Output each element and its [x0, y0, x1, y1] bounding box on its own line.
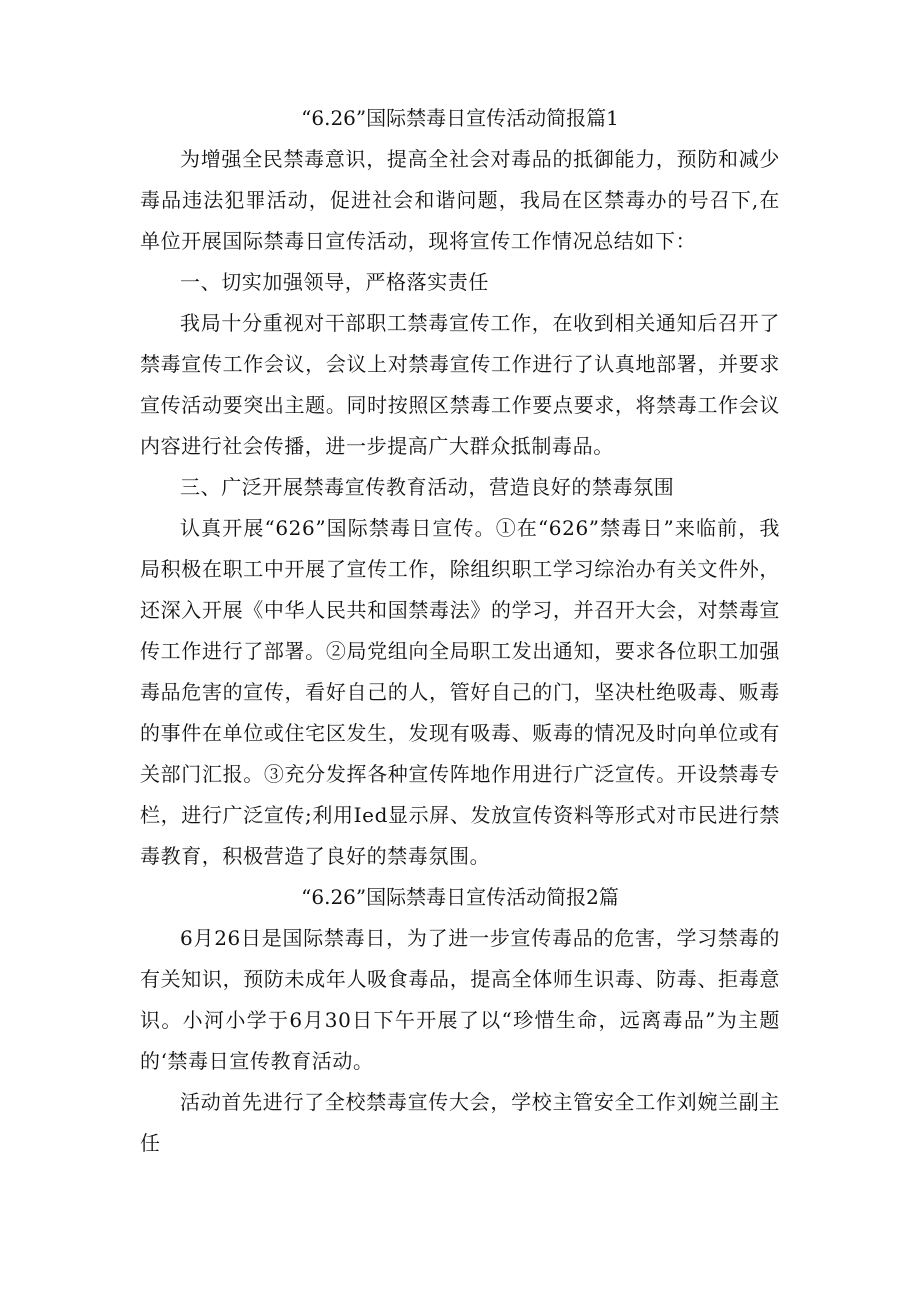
paragraph-intro: 为增强全民禁毒意识，提高全社会对毒品的抵御能力，预防和减少毒品违法犯罪活动，促进社会和谐问题，我局在区禁毒办的号召下,在单位开展国际禁毒日宣传活动，现将宣传工作情况总结如下： — [140, 147, 780, 253]
section-heading-1: 一、切实加强领导，严格落实责任 — [180, 270, 489, 294]
document-title-2: “6.26”国际禁毒日宣传活动简报2篇 — [301, 885, 619, 909]
paragraph-leadership: 我局十分重视对干部职工禁毒宣传工作，在收到相关通知后召开了禁毒宣传工作会议，会议上对禁毒宣传工作进行了认真地部署，并要求宣传活动要突出主题。同时按照区禁毒工作要点要求，将禁毒工作会议内容进行社会传播，进一步提高广大群众抵制毒品。 — [140, 311, 780, 458]
paragraph-assembly: 活动首先进行了全校禁毒宣传大会，学校主管安全工作刘婉兰副主任 — [140, 1090, 780, 1155]
paragraph-activities: 认真开展“626”国际禁毒日宣传。①在“626”禁毒日”来临前，我局积极在职工中开展了宣传工作，除组织职工学习综治办有关文件外，还深入开展《中华人民共和国禁毒法》的学习，并召开大会，对禁毒宣传工作进行了部署。②局党组向全局职工发出通知，要求各位职工加强毒品危害的宣传，看好自己的人，管好自己的门，坚决杜绝吸毒、贩毒的事件在单位或住宅区发生，发现有吸毒、贩毒的情况及时向单位或有关部门汇报。③充分发挥各种宣传阵地作用进行广泛宣传。开设禁毒专栏，进行广泛宣传;利用Ied显示屏、发放宣传资料等形式对市民进行禁毒教育，积极营造了良好的禁毒氛围。 — [140, 516, 780, 868]
document-page — [140, 98, 780, 1164]
section-heading-3: 三、广泛开展禁毒宣传教育活动，营造良好的禁毒氛围 — [180, 475, 675, 499]
paragraph-school-event: 6月26日是国际禁毒日，为了进一步宣传毒品的危害，学习禁毒的有关知识，预防未成年人吸食毒品，提高全体师生识毒、防毒、拒毒意识。小河小学于6月30日下午开展了以“珍惜生命，远离毒品”为主题的‘禁毒日宣传教育活动。 — [140, 926, 780, 1073]
document-title-1: “6.26”国际禁毒日宣传活动简报篇1 — [301, 106, 619, 130]
